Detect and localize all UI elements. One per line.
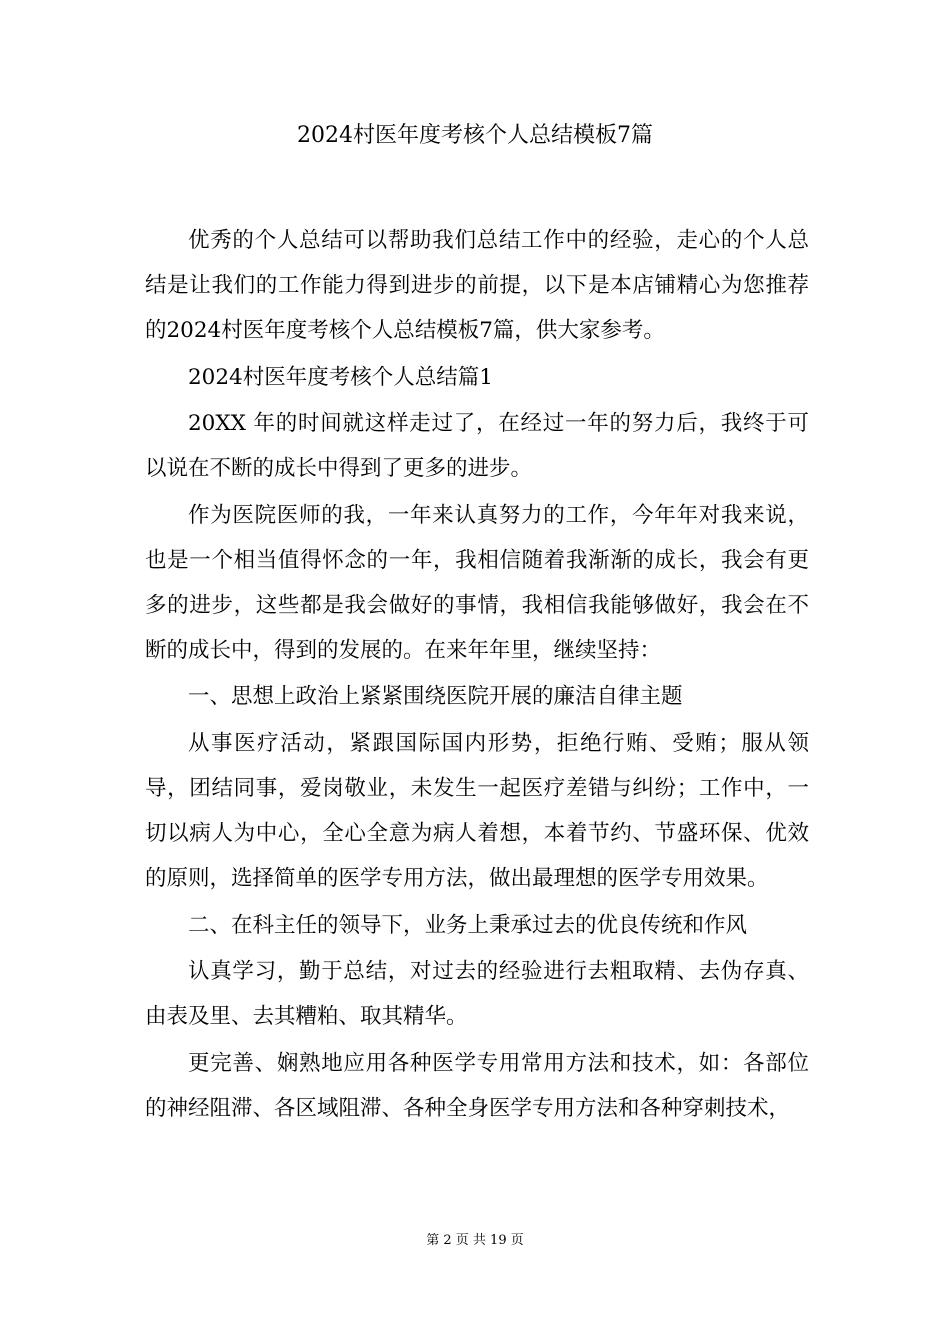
body-paragraph: 从事医疗活动，紧跟国际国内形势，拒绝行贿、受贿；服从领导，团结同事，爱岗敬业，未发生一起医疗差错与纠纷；工作中，一切以病人为中心，全心全意为病人着想，本着节约、节盛环保、优效的原则，选择简单的医学专用方法，做出最理想的医学专用效果。 [145, 730, 809, 891]
subsection-heading: 二、在科主任的领导下，业务上秉承过去的优良传统和作风 [188, 912, 748, 938]
section-heading: 2024村医年度考核个人总结篇1 [188, 364, 493, 390]
page-number-footer: 第 2 页 共 19 页 [426, 1233, 524, 1248]
subsection-heading: 一、思想上政治上紧紧围绕医院开展的廉洁自律主题 [188, 684, 683, 710]
document-body [145, 218, 809, 1132]
body-paragraph: 20XX 年的时间就这样走过了，在经过一年的努力后，我终于可以说在不断的成长中得到了更多的进步。 [145, 411, 809, 482]
body-paragraph: 认真学习，勤于总结，对过去的经验进行去粗取精、去伪存真、由表及里、去其糟粕、取其精华。 [145, 959, 809, 1030]
document-title: 2024村医年度考核个人总结模板7篇 [297, 123, 653, 148]
body-paragraph: 更完善、娴熟地应用各种医学专用常用方法和技术，如：各部位的神经阻滞、各区域阻滞、各种全身医学专用方法和各种穿刺技术， [145, 1050, 809, 1121]
body-paragraph: 作为医院医师的我，一年来认真努力的工作，今年年对我来说，也是一个相当值得怀念的一年，我相信随着我渐渐的成长，我会有更多的进步，这些都是我会做好的事情，我相信我能够做好，我会在不断的成长中，得到的发展的。在来年年里，继续坚持： [145, 502, 809, 663]
intro-paragraph: 优秀的个人总结可以帮助我们总结工作中的经验，走心的个人总结是让我们的工作能力得到进步的前提，以下是本店铺精心为您推荐的2024村医年度考核个人总结模板7篇，供大家参考。 [145, 228, 809, 343]
